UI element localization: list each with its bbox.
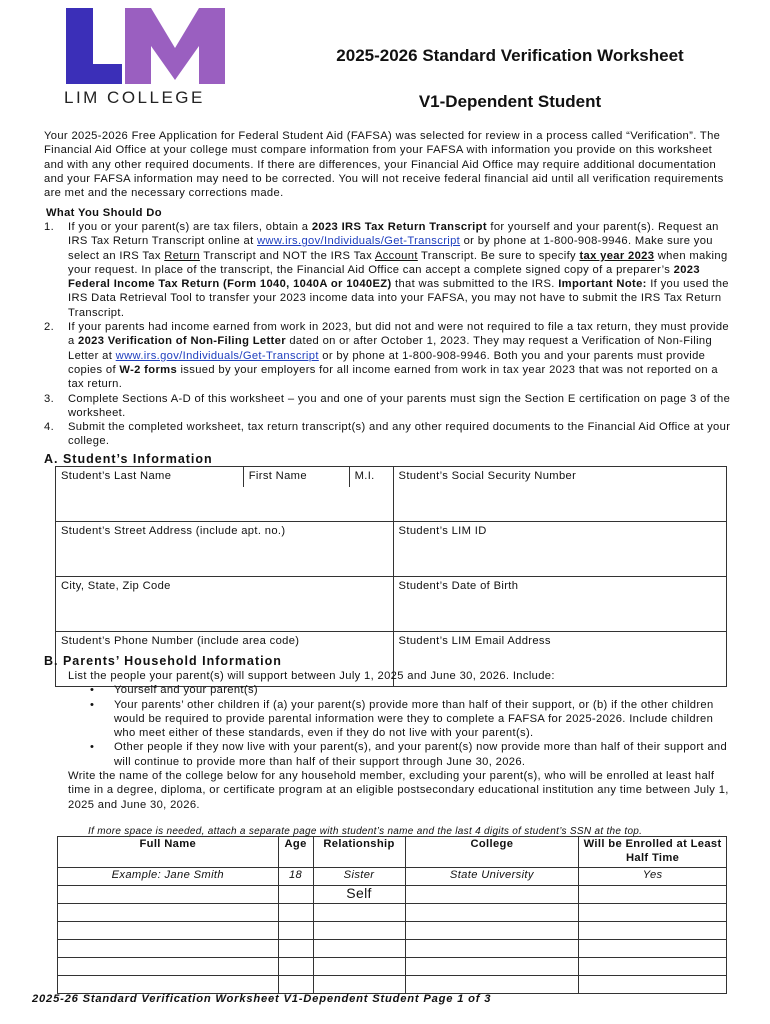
example-college: State University <box>405 868 579 886</box>
more-space-note: If more space is needed, attach a separate page with student’s name and the last 4 digits of student’s SSN at the top. <box>88 826 643 837</box>
col-enrolled: Will be Enrolled at Least Half Time <box>579 837 727 868</box>
logo-m-shape <box>125 8 225 84</box>
page-footer: 2025-26 Standard Verification Worksheet V1-Dependent Student Page 1 of 3 <box>32 993 492 1005</box>
lim-id-label: Student’s LIM ID <box>393 522 726 543</box>
college-cell[interactable] <box>405 922 579 940</box>
bullet-item: • Yourself and your parent(s) <box>114 683 738 697</box>
table-row <box>58 904 727 922</box>
col-age: Age <box>278 837 313 868</box>
lim-id-field[interactable] <box>393 542 726 577</box>
ssn-field[interactable] <box>393 487 726 522</box>
age-cell[interactable] <box>278 976 313 994</box>
name-cell[interactable] <box>58 904 279 922</box>
enrolled-cell[interactable] <box>579 958 727 976</box>
ssn-label: Student’s Social Security Number <box>393 467 726 488</box>
example-age: 18 <box>278 868 313 886</box>
city-label: City, State, Zip Code <box>56 577 394 598</box>
example-name: Example: Jane Smith <box>58 868 279 886</box>
table-row <box>58 940 727 958</box>
enrolled-cell[interactable] <box>579 904 727 922</box>
step-3: 3. Complete Sections A-D of this worksheet – you and one of your parents must sign the Section E certification on page 3 of the worksheet. <box>44 392 731 419</box>
name-cell[interactable] <box>58 886 279 904</box>
age-cell[interactable] <box>278 940 313 958</box>
section-b-intro: List the people your parent(s) will support between July 1, 2025 and June 30, 2026. Include: <box>68 670 555 682</box>
irs-nonfiling-link[interactable]: www.irs.gov/Individuals/Get-Transcript <box>115 349 319 362</box>
step-2: 2. If your parents had income earned from work in 2023, but did not and were not required to file a tax return, they must provide a 2023 Verification of Non-Filing Letter dated on or after October 1, 2023. They may request a Verification of Non-Filing Letter at www.irs.gov/Individuals/Get-Transcript or by phone at 1-800-908-9946. Both you and your parents must provide copies of W-2 forms issued by your employers for all income earned from work in tax year 2023 that was not reported on a tax return. <box>44 321 729 391</box>
step-1: 1. If you or your parent(s) are tax filers, obtain a 2023 IRS Tax Return Transcript for yourself and your parent(s). Request an IRS Tax Return Transcript online at www.irs.gov/Individuals/Get-Transcript or by phone at 1-800-908-9946. Make sure you select an IRS Tax Return Transcript and NOT the IRS Tax Account Transcript. Be sure to specify tax year 2023 when making your request. In place of the transcript, the Financial Aid Office can accept a complete signed copy of a preparer’s 2023 Federal Income Tax Return (Form 1040, 1040A or 1040EZ) that was submitted to the IRS. Important Note: If you used the IRS Data Retrieval Tool to transfer your 2023 income data into your FAFSA, you may not have to submit the IRS Tax Return Transcript. <box>44 221 729 319</box>
section-b-heading: B. Parents’ Household Information <box>44 654 282 668</box>
age-cell[interactable] <box>278 904 313 922</box>
logo-m-mark <box>125 8 225 84</box>
age-cell[interactable] <box>278 958 313 976</box>
household-bullets <box>68 683 738 769</box>
college-cell[interactable] <box>405 940 579 958</box>
college-cell[interactable] <box>405 958 579 976</box>
step-4: 4. Submit the completed worksheet, tax return transcript(s) and any other required documents to the Financial Aid Office at your college. <box>44 421 731 448</box>
col-college: College <box>405 837 579 868</box>
college-cell[interactable] <box>405 976 579 994</box>
table-row <box>58 958 727 976</box>
mi-label: M.I. <box>349 467 393 488</box>
enrolled-cell[interactable] <box>579 922 727 940</box>
city-field[interactable] <box>56 597 394 632</box>
col-full-name: Full Name <box>58 837 279 868</box>
college-cell[interactable] <box>405 886 579 904</box>
instructions-list <box>44 220 734 449</box>
section-b-instructions <box>68 669 738 812</box>
name-cell[interactable] <box>58 922 279 940</box>
bullet-item: • Your parents’ other children if (a) your parent(s) provide more than half of their support, or (b) if the other children would be required to provide parental information were they to complete a FAFSA for 2025-2026. Include children who meet either of these standards, even if they do not live with your parent(s). <box>114 698 738 741</box>
first-name-label: First Name <box>243 467 349 488</box>
relationship-cell[interactable] <box>313 904 405 922</box>
name-cell[interactable] <box>58 940 279 958</box>
table-row <box>58 886 727 904</box>
email-label: Student’s LIM Email Address <box>393 632 726 653</box>
what-you-should-do-heading: What You Should Do <box>46 207 162 219</box>
section-b-write-instructions: Write the name of the college below for any household member, excluding your parent(s), who will be enrolled at least half time in a degree, diploma, or certificate program at an eligible postsecondary educational institution any time between July 1, 2025 and June 30, 2026. <box>68 770 729 811</box>
household-table <box>57 836 727 994</box>
relationship-cell[interactable] <box>313 958 405 976</box>
age-cell[interactable] <box>278 922 313 940</box>
name-cell[interactable] <box>58 958 279 976</box>
col-relationship: Relationship <box>313 837 405 868</box>
logo-l-horizontal <box>66 64 122 84</box>
name-cell[interactable] <box>58 976 279 994</box>
phone-label: Student’s Phone Number (include area code) <box>56 632 394 653</box>
enrolled-cell[interactable] <box>579 940 727 958</box>
age-cell[interactable] <box>278 886 313 904</box>
relationship-cell[interactable]: Self <box>313 886 405 904</box>
section-a-heading: A. Student’s Information <box>44 452 213 466</box>
relationship-cell[interactable] <box>313 922 405 940</box>
address-label: Student’s Street Address (include apt. no.) <box>56 522 394 543</box>
irs-transcript-link[interactable]: www.irs.gov/Individuals/Get-Transcript <box>257 235 461 248</box>
example-enrolled: Yes <box>579 868 727 886</box>
relationship-cell[interactable] <box>313 976 405 994</box>
relationship-cell[interactable] <box>313 940 405 958</box>
enrolled-cell[interactable] <box>579 976 727 994</box>
address-field[interactable] <box>56 542 394 577</box>
bullet-item: • Other people if they now live with your parent(s), and your parent(s) now provide more than half of their support and will continue to provide more than half of their support through June 30, 2026. <box>114 740 738 769</box>
name-field[interactable] <box>56 487 394 522</box>
last-name-label: Student’s Last Name <box>56 467 244 488</box>
logo-text: LIM COLLEGE <box>64 88 205 107</box>
college-cell[interactable] <box>405 904 579 922</box>
example-relationship: Sister <box>313 868 405 886</box>
dob-field[interactable] <box>393 597 726 632</box>
page-title: 2025-2026 Standard Verification Worksheet <box>336 46 684 65</box>
enrolled-cell[interactable] <box>579 886 727 904</box>
table-row-example <box>58 868 727 886</box>
table-row <box>58 976 727 994</box>
page-subtitle: V1-Dependent Student <box>418 92 602 111</box>
table-row <box>58 922 727 940</box>
dob-label: Student’s Date of Birth <box>393 577 726 598</box>
intro-paragraph: Your 2025-2026 Free Application for Federal Student Aid (FAFSA) was selected for review in a process called “Verification”. The Financial Aid Office at your college must compare information from your FAFSA with information you provide on this worksheet and with any other required documents. If there are differences, your Financial Aid Office may require additional documentation and your FAFSA information may need to be corrected. You will not receive federal financial aid until all verification requirements are met and the necessary corrections made. <box>44 130 724 200</box>
